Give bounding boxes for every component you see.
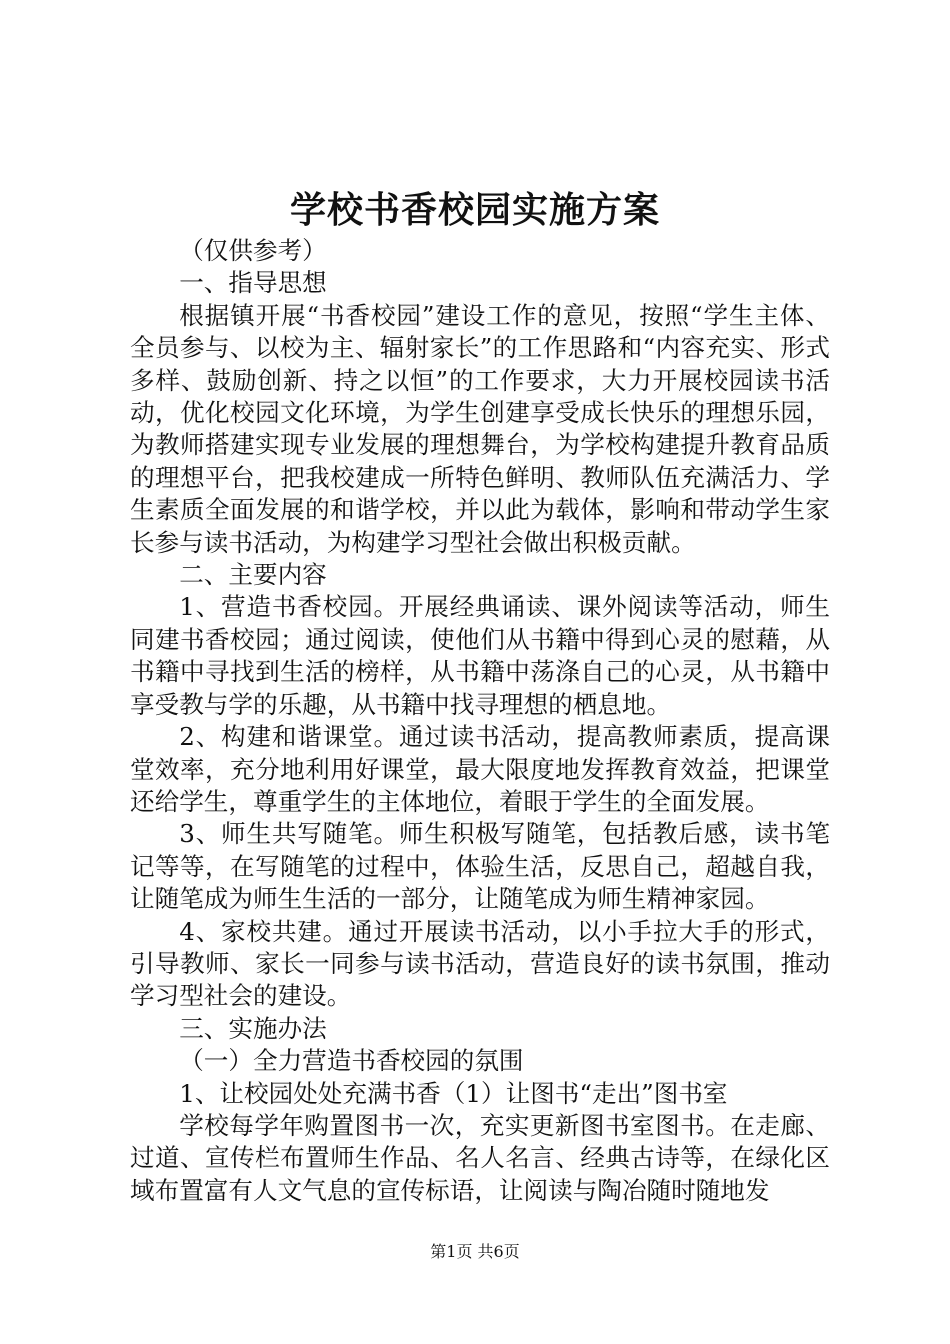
document-body (130, 235, 830, 1207)
subsection-item-1: 1、让校园处处充满书香（1）让图书“走出”图书室 (179, 1078, 728, 1108)
paragraph-item-4: 4、家校共建。通过开展读书活动，以小手拉大手的形式，引导教师、家长一同参与读书活动，营造良好的读书氛围，推动学习型社会的建设。 (130, 916, 830, 1011)
paragraph-item-3: 3、师生共写随笔。师生积极写随笔，包括教后感，读书笔记等等，在写随笔的过程中，体验生活，反思自己，超越自我，让随笔成为师生生活的一部分，让随笔成为师生精神家园。 (130, 819, 830, 914)
section-heading-implementation: 三、实施办法 (179, 1013, 327, 1043)
section-heading-guiding-thought: 一、指导思想 (179, 268, 327, 298)
section-heading-main-content: 二、主要内容 (179, 560, 327, 590)
subsection-heading-atmosphere: （一）全力营造书香校园的氛围 (179, 1046, 524, 1076)
paragraph-library: 学校每学年购置图书一次，充实更新图书室图书。在走廊、过道、宣传栏布置师生作品、名人名言、经典古诗等，在绿化区域布置富有人文气息的宣传标语，让阅读与陶冶随时随地发 (130, 1110, 830, 1205)
paragraph-guiding-thought: 根据镇开展“书香校园”建设工作的意见，按照“学生主体、全员参与、以校为主、辐射家长”的工作思路和“内容充实、形式多样、鼓励创新、持之以恒”的工作要求，大力开展校园读书活动，优化校园文化环境，为学生创建享受成长快乐的理想乐园，为教师搭建实现专业发展的理想舞台，为学校构建提升教育品质的理想平台，把我校建成一所特色鲜明、教师队伍充满活力、学生素质全面发展的和谐学校，并以此为载体，影响和带动学生家长参与读书活动，为构建学习型社会做出积极贡献。 (130, 300, 830, 557)
paragraph-item-1: 1、营造书香校园。开展经典诵读、课外阅读等活动，师生同建书香校园；通过阅读，使他们从书籍中得到心灵的慰藉，从书籍中寻找到生活的榜样，从书籍中荡涤自己的心灵，从书籍中享受教与学的乐趣，从书籍中找寻理想的栖息地。 (130, 592, 830, 719)
page-footer: 第1页 共6页 (430, 1242, 520, 1261)
document-title: 学校书香校园实施方案 (289, 189, 660, 231)
reference-note: （仅供参考） (179, 236, 327, 265)
paragraph-item-2: 2、构建和谐课堂。通过读书活动，提高教师素质，提高课堂效率，充分地利用好课堂，最大限度地发挥教育效益，把课堂还给学生，尊重学生的主体地位，着眼于学生的全面发展。 (130, 722, 830, 816)
